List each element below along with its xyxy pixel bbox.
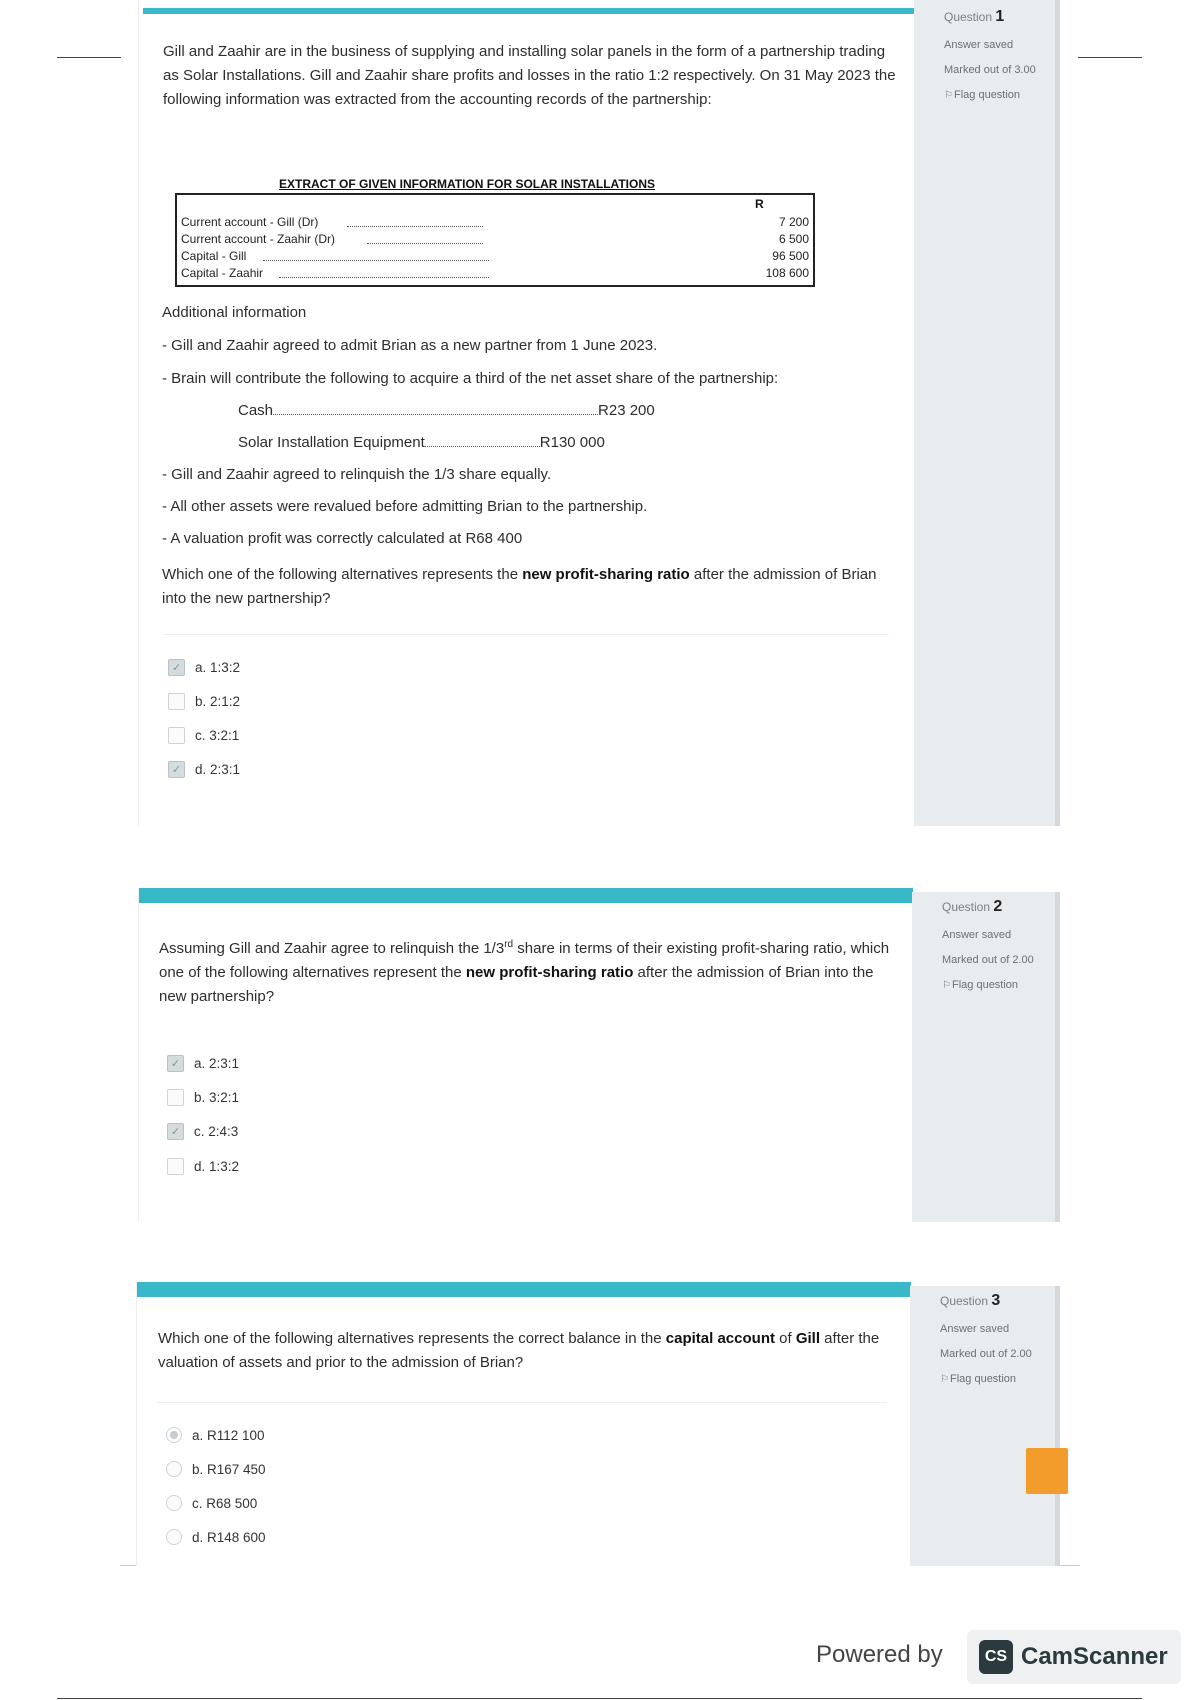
contribution-dots (273, 404, 598, 415)
question-3-option-d[interactable] (166, 1529, 266, 1545)
prompt-text: Assuming Gill and Zaahir agree to relinquish the 1/3 (159, 940, 505, 957)
contribution-dots (425, 436, 540, 447)
question-status: Answer saved (944, 39, 1014, 51)
extract-row-value: 108 600 (765, 266, 809, 280)
checkbox[interactable] (168, 727, 185, 744)
extract-row-label: Capital - Gill (181, 249, 247, 263)
question-3-option-b[interactable] (166, 1461, 266, 1477)
checkbox-checked[interactable]: ✓ (168, 659, 185, 676)
page-rule-bottom (57, 1698, 1142, 1699)
additional-info-title: Additional information (162, 304, 307, 321)
additional-info-line: - Gill and Zaahir agreed to admit Brian as a new partner from 1 June 2023. (162, 337, 658, 354)
question-2-option-d[interactable] (167, 1158, 239, 1175)
question-3-topbar (137, 1282, 911, 1297)
checkbox-checked[interactable]: ✓ (168, 761, 185, 778)
prompt-text: after the admission of Brian into the new partnership? (159, 964, 874, 1005)
extract-row-value: 6 500 (778, 232, 809, 246)
flag-question-link[interactable]: ⚐Flag question (942, 979, 1019, 991)
checkbox-checked[interactable]: ✓ (167, 1123, 184, 1140)
question-number: Question 3 (940, 1292, 1001, 1309)
question-3-option-c[interactable] (166, 1495, 257, 1511)
question-1-intro: Gill and Zaahir are in the business of supplying and installing solar panels in the form of a partnership trading as Solar Installations. Gill and Zaahir share profits and losses in the ratio 1:2 respectively. On 31 May 2023 the following information was extracted from the accounting records of the partnership: (163, 43, 896, 108)
question-1-separator (163, 634, 889, 635)
prompt-text: after the admission of Brian into the new partnership? (162, 566, 877, 607)
question-3-content (136, 1282, 911, 1566)
additional-info-line: - Brain will contribute the following to acquire a third of the net asset share of the partnership: (162, 370, 779, 387)
contribution-label: Cash (238, 402, 274, 419)
extract-row-dots (347, 226, 483, 227)
prompt-text: Which one of the following alternatives represents the (162, 566, 523, 583)
additional-info-line: - All other assets were revalued before admitting Brian to the partnership. (162, 498, 648, 515)
contribution-value: R130 000 (539, 434, 605, 451)
extract-row-label: Current account - Zaahir (Dr) (181, 232, 336, 246)
question-3-option-a[interactable] (166, 1427, 265, 1443)
option-label: d. 1:3:2 (194, 1159, 240, 1174)
question-2-card (138, 888, 1060, 1222)
prompt-text: after the valuation of assets and prior to the admission of Brian? (158, 1330, 880, 1371)
extract-row-label: Current account - Gill (Dr) (181, 215, 319, 229)
extract-title: EXTRACT OF GIVEN INFORMATION FOR SOLAR INSTALLATIONS (279, 177, 655, 191)
camscanner-brand-name: CamScanner (1021, 1643, 1168, 1670)
question-2-info-panel (912, 892, 1060, 1222)
flag-question-link[interactable]: ⚐Flag question (944, 89, 1021, 101)
option-label: a. 2:3:1 (194, 1056, 240, 1071)
question-1-option-a[interactable] (168, 659, 240, 676)
prompt-text: Which one of the following alternatives represents the correct balance in the (158, 1330, 666, 1347)
question-1-content (138, 0, 915, 826)
question-1-info-panel (914, 0, 1060, 826)
question-3-prompt (158, 1327, 898, 1375)
additional-info-line: - A valuation profit was correctly calculated at R68 400 (162, 530, 523, 547)
prompt-emphasis: capital account (665, 1330, 775, 1347)
prompt-emphasis: Gill (795, 1330, 821, 1347)
question-2-option-b[interactable] (167, 1089, 239, 1106)
option-label: b. 3:2:1 (194, 1090, 240, 1105)
question-2-content (138, 888, 913, 1222)
extract-table (175, 193, 815, 287)
page-rule-top-right (1078, 57, 1142, 58)
option-label: c. R68 500 (192, 1495, 258, 1511)
question-2-topbar (139, 888, 913, 903)
contribution-cash (238, 402, 655, 419)
question-number: Question 2 (942, 898, 1003, 915)
question-3-info-panel (910, 1286, 1060, 1566)
extract-row-label: Capital - Zaahir (181, 266, 264, 280)
question-number: Question 1 (944, 8, 1005, 25)
extract-row-dots (263, 260, 489, 261)
prompt-emphasis: new profit-sharing ratio (465, 964, 634, 981)
powered-by-text: Powered by (816, 1641, 943, 1668)
question-3-card (136, 1282, 1060, 1566)
question-1-card (138, 0, 1060, 826)
question-2-prompt (159, 933, 899, 1009)
option-label: b. R167 450 (192, 1461, 266, 1477)
question-marks: Marked out of 3.00 (944, 64, 1036, 76)
option-label: d. R148 600 (192, 1529, 266, 1545)
extract-currency-header: R (755, 197, 764, 211)
option-label: a. 1:3:2 (195, 660, 241, 675)
option-label: c. 2:4:3 (194, 1124, 239, 1139)
radio[interactable] (166, 1529, 182, 1545)
prompt-text: share in terms of their existing profit-sharing ratio, which one of the following alternatives represent the (159, 940, 890, 981)
contribution-equipment (238, 434, 605, 451)
prompt-text: of (774, 1330, 796, 1347)
question-2-option-a[interactable] (167, 1055, 239, 1072)
extract-row-dots (279, 277, 489, 278)
extract-row-dots (367, 243, 483, 244)
extract-row-value: 7 200 (778, 215, 809, 229)
contribution-label: Solar Installation Equipment (238, 434, 425, 451)
question-1-option-c[interactable] (168, 727, 239, 744)
prompt-emphasis: new profit-sharing ratio (522, 566, 690, 583)
camscanner-badge (967, 1630, 1181, 1684)
checkbox[interactable] (167, 1158, 184, 1175)
radio-selected[interactable] (166, 1427, 182, 1443)
additional-info-line: - Gill and Zaahir agreed to relinquish the 1/3 share equally. (162, 466, 552, 483)
question-1-option-d[interactable] (168, 761, 240, 778)
radio[interactable] (166, 1461, 182, 1477)
extract-row-value: 96 500 (772, 249, 809, 263)
option-label: d. 2:3:1 (195, 762, 241, 777)
page-rule-top-left (57, 57, 121, 58)
option-label: b. 2:1:2 (195, 694, 241, 709)
checkbox-checked[interactable]: ✓ (167, 1055, 184, 1072)
flag-icon: ⚐ (940, 1374, 949, 1385)
radio[interactable] (166, 1495, 182, 1511)
prompt-superscript: rd (504, 939, 514, 950)
flag-icon: ⚐ (944, 90, 953, 101)
checkbox[interactable] (167, 1089, 184, 1106)
option-label: c. 3:2:1 (195, 728, 240, 743)
question-1-option-b[interactable] (168, 693, 240, 710)
question-status: Answer saved (940, 1323, 1010, 1335)
checkbox[interactable] (168, 693, 185, 710)
option-label: a. R112 100 (192, 1427, 265, 1443)
contribution-value: R23 200 (598, 402, 655, 419)
question-status: Answer saved (942, 929, 1012, 941)
camscanner-logo-icon: CS (979, 1640, 1013, 1674)
flag-question-link[interactable]: ⚐Flag question (940, 1373, 1017, 1385)
question-marks: Marked out of 2.00 (942, 954, 1034, 966)
flag-icon: ⚐ (942, 980, 951, 991)
question-3-separator (157, 1402, 887, 1403)
question-marks: Marked out of 2.00 (940, 1348, 1032, 1360)
quiz-navigation-button[interactable] (1026, 1448, 1068, 1494)
question-1-topbar (143, 8, 915, 14)
question-2-option-c[interactable] (167, 1123, 238, 1140)
question-1-prompt (162, 563, 902, 611)
